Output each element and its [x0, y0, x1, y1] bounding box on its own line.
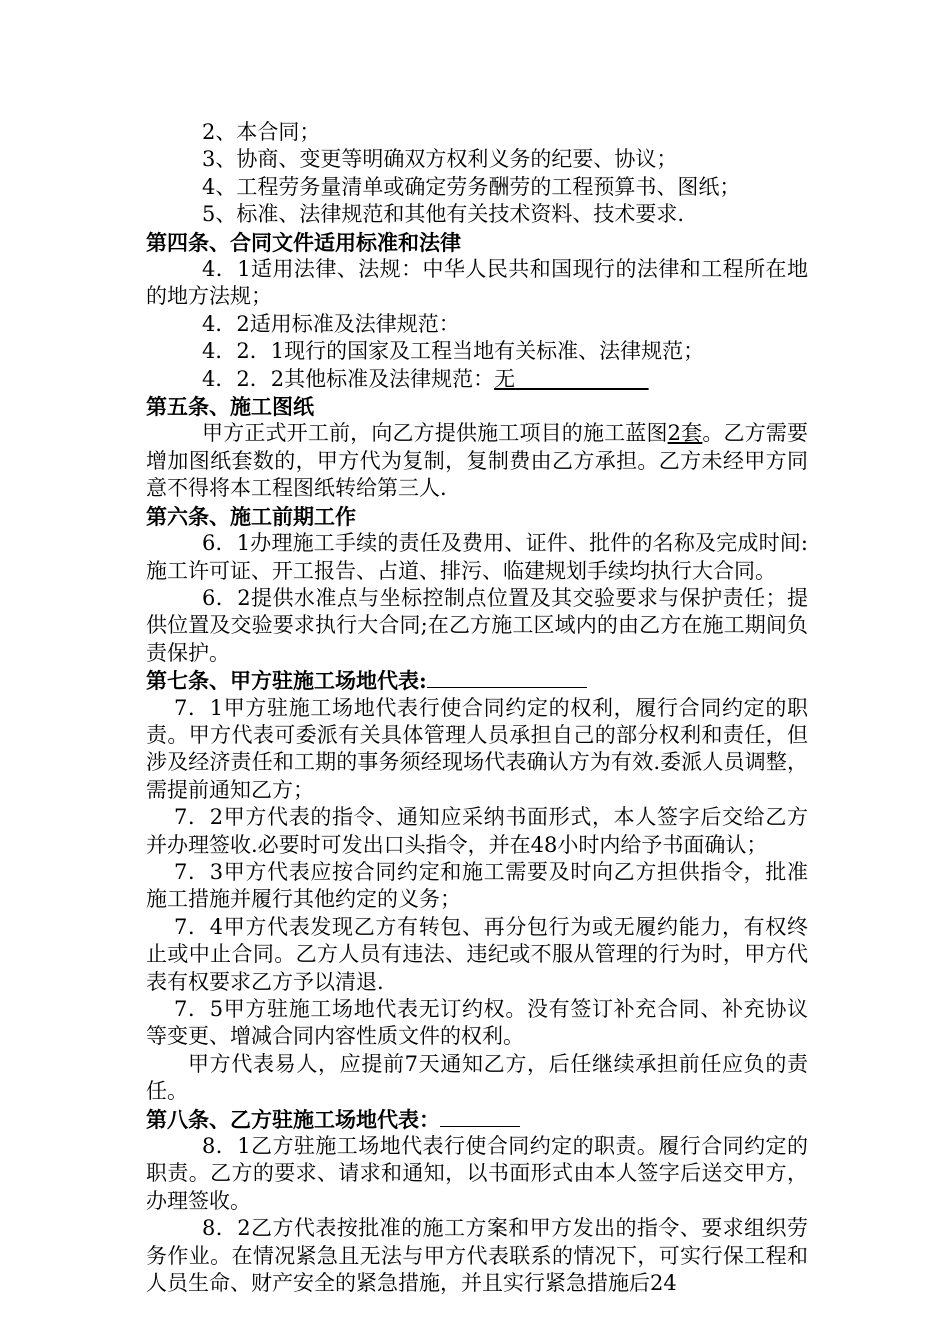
fill-in-text: 无	[494, 366, 516, 391]
clause-5-text-cont: 。乙方需要增加图纸套数的，甲方代为复制，复制费由乙方承担。乙方未经甲方同意不得将本工程图纸转给第三人.	[146, 421, 809, 501]
clause-5	[146, 420, 808, 502]
clause-4-2-2-text: 4．2．2其他标准及法律规范：	[202, 366, 495, 391]
fill-in-blank	[440, 1106, 520, 1127]
fill-in-value	[494, 367, 649, 391]
clause-7-4: 7．4甲方代表发现乙方有转包、再分包行为或无履约能力，有权终止或中止合同。乙方人员有违法、违纪或不服从管理的行为时，甲方代表有权要求乙方予以清退.	[146, 914, 808, 994]
clause-4-1: 4．1适用法律、法规：中华人民共和国现行的法律和工程所在地的地方法规；	[146, 257, 808, 309]
section-heading-8-text: 第八条、乙方驻施工场地代表：	[146, 1106, 440, 1132]
fill-in-blank	[427, 667, 587, 688]
section-heading-7-text: 第七条、甲方驻施工场地代表:	[146, 668, 427, 694]
list-item: 4、工程劳务量清单或确定劳务酬劳的工程预算书、图纸；	[202, 174, 741, 199]
section-heading-8	[146, 1106, 808, 1133]
clause-7-2: 7．2甲方代表的指令、通知应采纳书面形式，本人签字后交给乙方并办理签收.必要时可发出口头指令，并在48小时内给予书面确认；	[146, 805, 808, 857]
list-item: 5、标准、法律规范和其他有关技术资料、技术要求.	[202, 202, 685, 227]
section-heading-7	[146, 667, 808, 694]
fill-in-value: 2套	[667, 421, 703, 446]
clause-7-5: 7．5甲方驻施工场地代表无订约权。没有签订补充合同、补充协议等变更、增减合同内容性质文件的权利。	[146, 997, 808, 1049]
clause-8-1: 8．1乙方驻施工场地代表行使合同约定的职责。履行合同约定的职责。乙方的要求、请求和通知，以书面形式由本人签字后送交甲方，办理签收。	[146, 1134, 808, 1213]
clause-8-2: 8．2乙方代表按批准的施工方案和甲方发出的指令、要求组织劳务作业。在情况紧急且无法与甲方代表联系的情况下，可实行保工程和人员生命、财产安全的紧急措施，并且实行紧急措施后24	[146, 1216, 808, 1296]
clause-6-1: 6．1办理施工手续的责任及费用、证件、批件的名称及完成时间:施工许可证、开工报告、占道、排污、临建规划手续均执行大合同。	[146, 531, 808, 583]
list-item: 3、协商、变更等明确双方权利义务的纪要、协议；	[202, 147, 678, 172]
clause-4-2: 4．2适用标准及法律规范：	[202, 311, 460, 336]
list-item: 2、本合同；	[202, 120, 321, 144]
section-heading-4: 第四条、合同文件适用标准和法律	[146, 229, 461, 255]
clause-4-2-1: 4．2．1现行的国家及工程当地有关标准、法律规范；	[202, 339, 705, 364]
section-heading-5: 第五条、施工图纸	[146, 394, 314, 420]
clause-5-text: 甲方正式开工前，向乙方提供施工项目的施工蓝图	[202, 421, 668, 446]
clause-7-3: 7．3甲方代表应按合同约定和施工需要及时向乙方担供指令，批准施工措施并履行其他约定的义务；	[146, 859, 808, 912]
clause-4-2-2	[146, 366, 808, 393]
clause-7-1: 7．1甲方驻施工场地代表行使合同约定的权利，履行合同约定的职责。甲方代表可委派有关具体管理人员承担自己的部分权利和责任，但涉及经济责任和工期的事务须经现场代表确认方为有效.委派人员调整，需提前通知乙方；	[146, 695, 808, 802]
document-body	[146, 119, 808, 1297]
clause-7-note: 甲方代表易人，应提前7天通知乙方，后任继续承担前任应负的责任。	[146, 1051, 808, 1104]
clause-6-2: 6．2提供水准点与坐标控制点位置及其交验要求与保护责任；提供位置及交验要求执行大合同;在乙方施工区域内的由乙方在施工期间负责保护。	[146, 585, 808, 665]
section-heading-6: 第六条、施工前期工作	[146, 503, 356, 529]
